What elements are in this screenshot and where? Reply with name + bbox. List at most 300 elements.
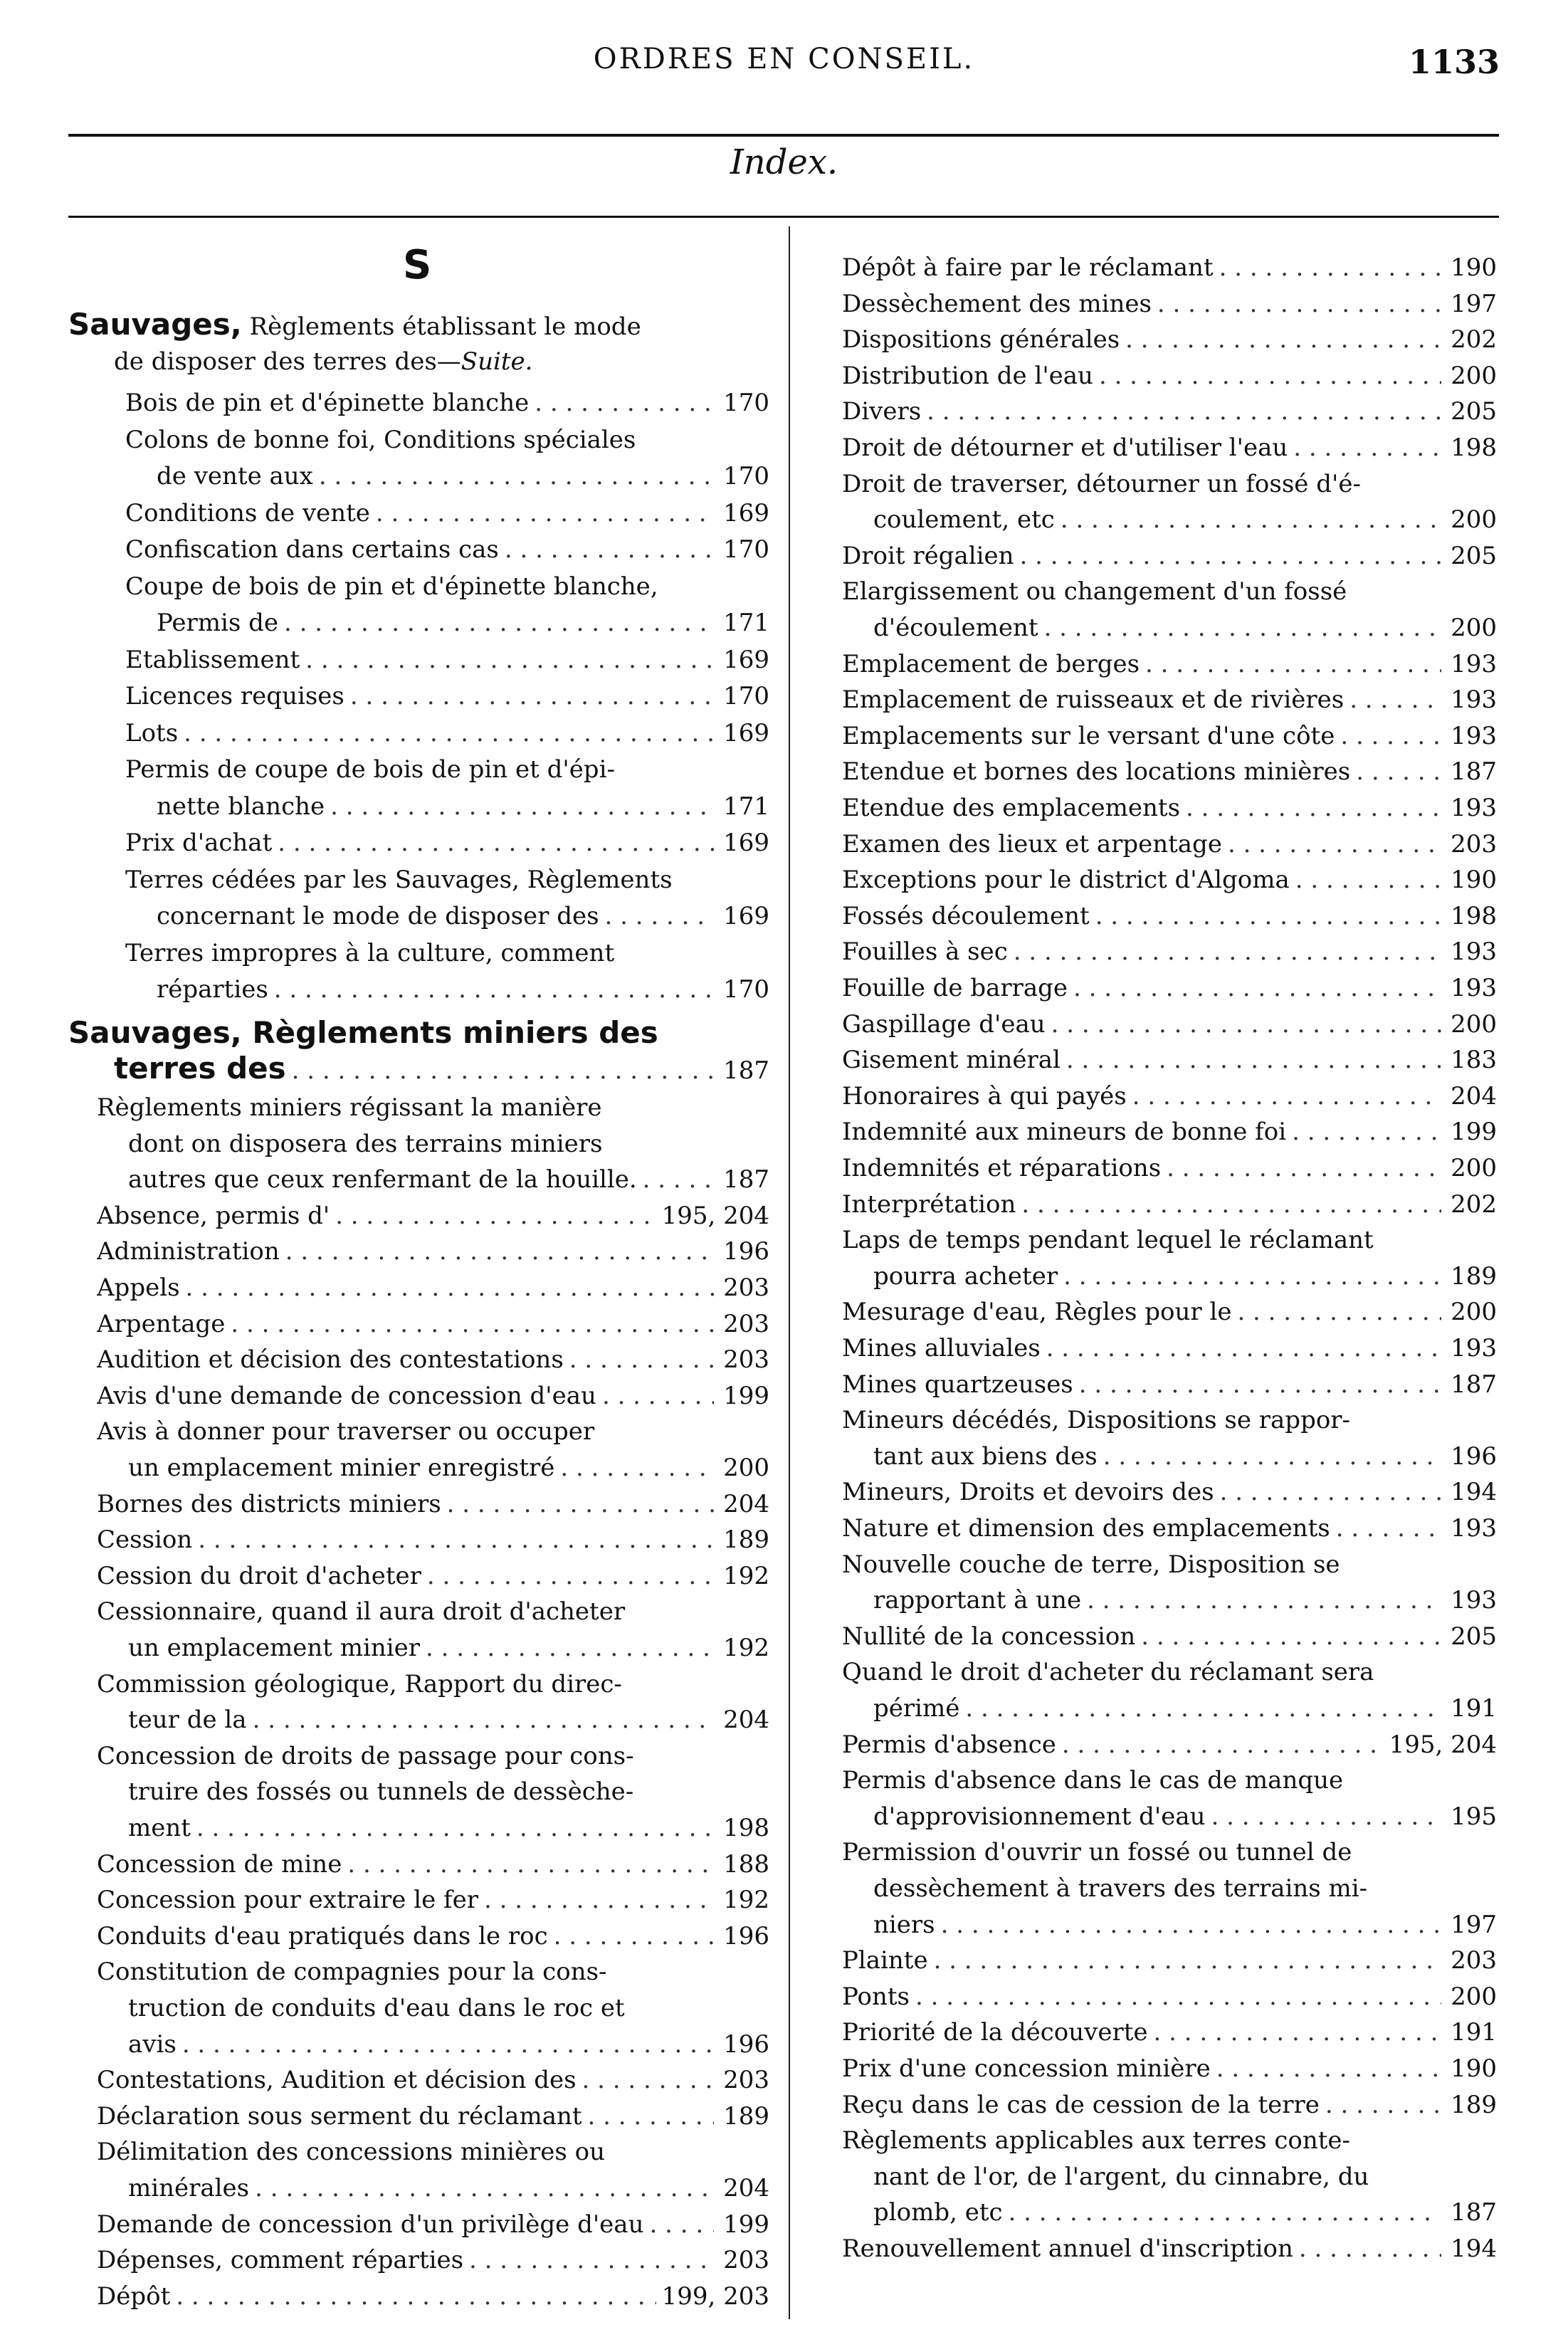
index-entry bbox=[842, 1510, 1497, 1547]
leader-dots bbox=[278, 824, 714, 861]
index-entry bbox=[97, 1197, 769, 1234]
index-entry bbox=[842, 1834, 1497, 1871]
entry-text: Concession de mine bbox=[97, 1849, 342, 1879]
entry-text: de vente aux bbox=[157, 462, 313, 490]
index-entry bbox=[842, 646, 1497, 683]
index-entry bbox=[97, 2098, 769, 2135]
index-entry bbox=[873, 2194, 1497, 2231]
entry-text: Gisement minéral bbox=[842, 1046, 1061, 1075]
leader-dots bbox=[582, 2062, 714, 2099]
leader-dots bbox=[1167, 1150, 1441, 1187]
index-entry bbox=[842, 1186, 1497, 1223]
leader-dots bbox=[1051, 1006, 1441, 1043]
entry-text: Quand le droit d'acheter du réclamant sera bbox=[842, 1658, 1374, 1687]
leader-dots bbox=[1295, 861, 1441, 898]
page-ref: 187 bbox=[1451, 2198, 1497, 2227]
leader-dots bbox=[196, 1810, 714, 1847]
page-ref: 195, 204 bbox=[661, 1201, 769, 1230]
page-ref: 193 bbox=[1451, 938, 1497, 967]
heading-rest: Règlements établissant le mode bbox=[249, 313, 641, 341]
index-entry bbox=[125, 384, 769, 421]
entry-text: ment bbox=[128, 1814, 191, 1842]
entry-text: Concession pour extraire le fer bbox=[97, 1886, 478, 1915]
index-entry bbox=[842, 1113, 1497, 1150]
index-entry bbox=[157, 898, 769, 935]
entry-text: Nature et dimension des emplacements bbox=[842, 1514, 1330, 1543]
leader-dots bbox=[1103, 1438, 1441, 1475]
entry-text: Priorité de la découverte bbox=[842, 2018, 1148, 2047]
entry-text: Permission d'ouvrir un fossé ou tunnel de bbox=[842, 1838, 1352, 1867]
entry-text: Constitution de compagnies pour la cons- bbox=[97, 1958, 607, 1987]
section-heading-sauvages bbox=[68, 306, 641, 343]
entry-text: Règlements miniers régissant la manière bbox=[97, 1093, 602, 1122]
index-entry bbox=[873, 1438, 1497, 1475]
leader-dots bbox=[255, 2170, 714, 2207]
leader-dots bbox=[1340, 718, 1441, 755]
index-entry bbox=[842, 1762, 1497, 1799]
leader-dots bbox=[1095, 898, 1441, 935]
entry-text: Droit de traverser, détourner un fossé d'é- bbox=[842, 469, 1361, 498]
leader-dots bbox=[253, 1701, 714, 1738]
leader-dots bbox=[965, 1690, 1441, 1727]
leader-dots bbox=[927, 393, 1441, 430]
entry-text: teur de la bbox=[128, 1706, 247, 1735]
index-entry bbox=[842, 1978, 1497, 2015]
page-ref: 204 bbox=[723, 1489, 769, 1518]
index-entry bbox=[97, 1953, 769, 1990]
index-entry bbox=[128, 1161, 769, 1198]
index-entry bbox=[97, 1918, 769, 1955]
leader-dots bbox=[335, 1197, 656, 1234]
heading-suite: Suite. bbox=[461, 347, 533, 376]
index-entry bbox=[842, 1402, 1497, 1439]
index-entry bbox=[157, 971, 769, 1008]
index-entry bbox=[842, 898, 1497, 935]
entry-text: Coupe de bois de pin et d'épinette blanche, bbox=[125, 572, 658, 601]
index-entry bbox=[842, 2050, 1497, 2087]
page-ref: 203 bbox=[723, 1273, 769, 1302]
entry-text: Exceptions pour le district d'Algoma bbox=[842, 866, 1290, 895]
index-entry bbox=[128, 2026, 769, 2063]
page-ref: 171 bbox=[723, 609, 769, 637]
page-ref: 195, 204 bbox=[1389, 1730, 1497, 1759]
heading-miniers-line2-row bbox=[114, 1050, 769, 1087]
leader-dots bbox=[305, 641, 714, 678]
index-entry bbox=[125, 641, 769, 678]
index-entry bbox=[97, 1881, 769, 1918]
page-ref: 202 bbox=[1451, 1189, 1497, 1219]
column-separator bbox=[789, 226, 790, 2319]
index-entry bbox=[873, 1258, 1497, 1295]
entry-text: pourra acheter bbox=[873, 1261, 1058, 1291]
entry-text: Dépôt à faire par le réclamant bbox=[842, 253, 1214, 282]
entry-text: Nouvelle couche de terre, Disposition se bbox=[842, 1550, 1340, 1579]
index-entry bbox=[842, 321, 1497, 358]
page-ref: 193 bbox=[1451, 721, 1497, 750]
entry-text: d'approvisionnement d'eau bbox=[873, 1802, 1206, 1831]
page-ref: 193 bbox=[1451, 974, 1497, 1002]
leader-dots bbox=[535, 384, 714, 421]
index-entry bbox=[128, 1449, 769, 1486]
index-entry bbox=[842, 357, 1497, 394]
entry-text: concernant le mode de disposer des bbox=[157, 902, 599, 930]
leader-dots bbox=[1154, 2014, 1442, 2051]
leader-dots bbox=[1021, 1186, 1441, 1223]
page-ref: 187 bbox=[1451, 757, 1497, 787]
index-entry bbox=[842, 681, 1497, 718]
index-entry bbox=[842, 933, 1497, 970]
page-ref: 193 bbox=[1451, 686, 1497, 715]
heading-bold: Sauvages, bbox=[68, 307, 242, 342]
entry-text: rapportant à une bbox=[873, 1586, 1082, 1615]
leader-dots bbox=[184, 715, 714, 752]
leader-dots bbox=[1079, 1366, 1441, 1403]
page-ref: 171 bbox=[723, 792, 769, 821]
entry-text: truire des fossés ou tunnels de dessèche- bbox=[128, 1777, 634, 1807]
leader-dots bbox=[1063, 1258, 1441, 1295]
leader-dots bbox=[469, 2242, 714, 2279]
entry-text: Audition et décision des contestations bbox=[97, 1345, 564, 1375]
page-ref: 193 bbox=[1451, 1586, 1497, 1615]
page-ref: 195 bbox=[1451, 1802, 1497, 1831]
leader-dots bbox=[427, 1558, 714, 1595]
page-ref: 198 bbox=[1451, 434, 1497, 462]
index-entry bbox=[842, 1366, 1497, 1403]
entry-text: Concession de droits de passage pour cons- bbox=[97, 1741, 634, 1770]
leader-dots bbox=[285, 1233, 714, 1270]
leader-dots bbox=[447, 1486, 714, 1523]
entry-text: nant de l'or, de l'argent, du cinnabre, du bbox=[873, 2162, 1369, 2191]
entry-text: Etablissement bbox=[125, 645, 300, 674]
entry-text: niers bbox=[873, 1910, 935, 1939]
index-entry bbox=[125, 935, 769, 972]
index-entry bbox=[97, 2133, 769, 2170]
page-ref: 170 bbox=[723, 535, 769, 564]
page-ref: 170 bbox=[723, 682, 769, 710]
entry-text: dont on disposera des terrains miniers bbox=[128, 1129, 603, 1158]
entry-text: nette blanche bbox=[157, 792, 325, 821]
entry-text: Mines quartzeuses bbox=[842, 1370, 1073, 1399]
header-rule bbox=[68, 134, 1499, 137]
entry-text: Conduits d'eau pratiqués dans le roc bbox=[97, 1921, 548, 1950]
leader-dots bbox=[1157, 285, 1441, 322]
page-ref: 169 bbox=[723, 718, 769, 747]
page-ref: 196 bbox=[723, 2029, 769, 2059]
entry-text: Commission géologique, Rapport du direc- bbox=[97, 1669, 622, 1698]
entry-text: Mines alluviales bbox=[842, 1334, 1041, 1362]
entry-text: dessèchement à travers des terrains mi- bbox=[873, 1874, 1368, 1903]
leader-dots bbox=[941, 1906, 1441, 1943]
index-entry bbox=[97, 1846, 769, 1883]
leader-dots bbox=[284, 604, 714, 641]
leader-dots bbox=[426, 1629, 714, 1666]
entry-text: Plainte bbox=[842, 1946, 928, 1975]
leader-dots bbox=[186, 1269, 714, 1306]
page-ref: 193 bbox=[1451, 1334, 1497, 1362]
entry-text: Reçu dans le cas de cession de la terre bbox=[842, 2090, 1320, 2119]
leader-dots bbox=[1186, 789, 1441, 826]
entry-text: Règlements applicables aux terres conte- bbox=[842, 2126, 1351, 2155]
index-entry bbox=[125, 824, 769, 861]
index-entry bbox=[873, 1906, 1497, 1943]
page-ref: 193 bbox=[1451, 649, 1497, 678]
index-entry bbox=[842, 1293, 1497, 1330]
index-entry bbox=[842, 285, 1497, 322]
entry-text: Etendue et bornes des locations minières bbox=[842, 757, 1351, 787]
page-ref: 193 bbox=[1451, 1514, 1497, 1543]
entry-text: plomb, etc bbox=[873, 2198, 1003, 2227]
page-ref: 205 bbox=[1451, 397, 1497, 426]
entry-text: tant aux biens des bbox=[873, 1441, 1098, 1471]
entry-text: périmé bbox=[873, 1694, 960, 1723]
index-entry bbox=[842, 2230, 1497, 2267]
leader-dots bbox=[182, 2026, 714, 2063]
entry-text: Dépôt bbox=[97, 2281, 171, 2311]
leader-dots bbox=[554, 1918, 714, 1955]
index-entry bbox=[842, 537, 1497, 574]
entry-text: Dépenses, comment réparties bbox=[97, 2246, 464, 2275]
leader-dots bbox=[915, 1978, 1441, 2015]
section-letter: S bbox=[403, 242, 432, 288]
running-title: ORDRES EN CONSEIL. bbox=[593, 43, 975, 75]
entry-text: Elargissement ou changement d'un fossé bbox=[842, 577, 1347, 606]
entry-text: Mineurs décédés, Dispositions se rappor- bbox=[842, 1406, 1351, 1435]
entry-text: réparties bbox=[157, 975, 268, 1004]
index-entry bbox=[128, 1125, 769, 1162]
leader-dots bbox=[292, 1052, 714, 1087]
leader-dots bbox=[1073, 970, 1441, 1007]
entry-text: Fouille de barrage bbox=[842, 974, 1068, 1002]
page-ref: 190 bbox=[1451, 866, 1497, 895]
index-entry bbox=[842, 718, 1497, 755]
leader-dots bbox=[330, 788, 714, 825]
leader-dots bbox=[350, 678, 714, 715]
index-entry bbox=[842, 2086, 1497, 2123]
index-entry bbox=[842, 393, 1497, 430]
entry-text: Dessèchement des mines bbox=[842, 289, 1152, 318]
index-entry bbox=[97, 1233, 769, 1270]
page-ref: 196 bbox=[723, 1921, 769, 1950]
entry-text: Etendue des emplacements bbox=[842, 794, 1181, 822]
entry-text: minérales bbox=[128, 2174, 250, 2202]
index-entry bbox=[128, 1629, 769, 1666]
leader-dots bbox=[1125, 321, 1441, 358]
entry-text: Nullité de la concession bbox=[842, 1622, 1136, 1651]
entry-text: Licences requises bbox=[125, 682, 344, 710]
index-entry bbox=[97, 1413, 769, 1450]
leader-dots bbox=[1132, 1078, 1441, 1115]
index-entry bbox=[842, 429, 1497, 466]
leader-dots bbox=[1336, 1510, 1441, 1547]
leader-dots bbox=[1325, 2086, 1441, 2123]
entry-text: un emplacement minier enregistré bbox=[128, 1454, 555, 1482]
section-heading-continued bbox=[114, 343, 532, 380]
index-entry bbox=[842, 861, 1497, 898]
entry-text: Cessionnaire, quand il aura droit d'acheter bbox=[97, 1597, 626, 1627]
leader-dots bbox=[1349, 681, 1441, 718]
subtitle-rule bbox=[68, 216, 1499, 218]
page-ref: 204 bbox=[1451, 1081, 1497, 1110]
index-entry bbox=[97, 2242, 769, 2279]
page-ref: 169 bbox=[723, 902, 769, 930]
entry-text: Dispositions générales bbox=[842, 325, 1120, 355]
page-ref: 169 bbox=[723, 498, 769, 527]
index-entry bbox=[125, 495, 769, 532]
index-entry bbox=[97, 1269, 769, 1306]
index-entry bbox=[873, 1582, 1497, 1619]
index-entry bbox=[97, 2206, 769, 2243]
leader-dots bbox=[198, 1521, 714, 1558]
page-ref: 197 bbox=[1451, 1910, 1497, 1939]
leader-dots bbox=[1087, 1582, 1441, 1619]
page-ref: 204 bbox=[723, 1706, 769, 1735]
index-entry bbox=[842, 1546, 1497, 1583]
leader-dots bbox=[1216, 2050, 1441, 2087]
page-ref: 200 bbox=[1451, 1982, 1497, 2011]
leader-dots bbox=[1062, 1726, 1384, 1763]
entry-text: Prix d'achat bbox=[125, 829, 273, 857]
entry-text: Emplacement de berges bbox=[842, 649, 1140, 678]
leader-dots bbox=[376, 495, 714, 532]
entry-text: Cession bbox=[97, 1525, 193, 1555]
page-ref: 191 bbox=[1451, 1694, 1497, 1723]
index-entry bbox=[842, 1474, 1497, 1511]
page-ref: 198 bbox=[723, 1814, 769, 1842]
page-ref: 189 bbox=[723, 2101, 769, 2131]
entry-text: d'écoulement bbox=[873, 614, 1038, 642]
page-ref: 192 bbox=[723, 1634, 769, 1662]
entry-text: Bornes des districts miniers bbox=[97, 1489, 441, 1518]
entry-text: Cession du droit d'acheter bbox=[97, 1561, 421, 1590]
entry-text: Mineurs, Droits et devoirs des bbox=[842, 1478, 1214, 1507]
index-entry bbox=[873, 609, 1497, 646]
index-entry bbox=[97, 1341, 769, 1378]
index-entry bbox=[842, 1942, 1497, 1979]
entry-text: Bois de pin et d'épinette blanche bbox=[125, 389, 530, 417]
running-header bbox=[0, 43, 1568, 100]
leader-dots bbox=[1356, 753, 1441, 790]
entry-text: Indemnités et réparations bbox=[842, 1154, 1162, 1182]
entry-text: Délimitation des concessions minières ou bbox=[97, 2138, 605, 2167]
index-entry bbox=[128, 1810, 769, 1847]
page-ref: 200 bbox=[1451, 505, 1497, 535]
index-entry bbox=[842, 789, 1497, 826]
entry-text: Déclaration sous serment du réclamant bbox=[97, 2101, 582, 2131]
page-ref: 202 bbox=[1451, 325, 1497, 355]
index-entry bbox=[128, 1773, 769, 1810]
page-ref: 187 bbox=[723, 1165, 769, 1194]
page-ref: 189 bbox=[1451, 1261, 1497, 1291]
index-entry bbox=[873, 2158, 1497, 2195]
index-entry bbox=[157, 458, 769, 495]
entry-text: Avis à donner pour traverser ou occuper bbox=[97, 1417, 595, 1446]
page-ref: 205 bbox=[1451, 541, 1497, 570]
leader-dots bbox=[1299, 2230, 1441, 2267]
entry-text: Administration bbox=[97, 1237, 280, 1266]
page-ref: 189 bbox=[723, 1525, 769, 1555]
entry-text: Droit régalien bbox=[842, 541, 1014, 570]
page-ref: 191 bbox=[1451, 2018, 1497, 2047]
page-ref: 170 bbox=[723, 462, 769, 490]
page-ref: 199, 203 bbox=[661, 2281, 769, 2311]
page-ref: 169 bbox=[723, 645, 769, 674]
page-ref: 200 bbox=[1451, 1154, 1497, 1182]
leader-dots bbox=[588, 2098, 714, 2135]
index-entry bbox=[842, 1006, 1497, 1043]
entry-text: Gaspillage d'eau bbox=[842, 1009, 1046, 1039]
entry-text: Droit de détourner et d'utiliser l'eau bbox=[842, 434, 1288, 462]
page-ref: 199 bbox=[723, 1381, 769, 1410]
page-ref: 199 bbox=[1451, 1118, 1497, 1147]
leader-dots bbox=[1292, 1113, 1441, 1150]
leader-dots bbox=[1228, 826, 1441, 863]
page-ref: 192 bbox=[723, 1561, 769, 1590]
leader-dots bbox=[602, 1377, 714, 1414]
leader-dots bbox=[569, 1341, 714, 1378]
entry-text: Interprétation bbox=[842, 1189, 1016, 1219]
page-ref: 198 bbox=[1451, 901, 1497, 930]
page-ref: 169 bbox=[723, 829, 769, 857]
page-ref: 203 bbox=[723, 1309, 769, 1338]
page-ref: 200 bbox=[1451, 1298, 1497, 1327]
entry-text: Prix d'une concession minière bbox=[842, 2054, 1211, 2083]
page-ref: 205 bbox=[1451, 1622, 1497, 1651]
index-entry bbox=[842, 970, 1497, 1007]
index-entry bbox=[128, 2170, 769, 2207]
index-entry bbox=[842, 1150, 1497, 1187]
entry-text: Fouilles à sec bbox=[842, 938, 1008, 967]
entry-text: Distribution de l'eau bbox=[842, 361, 1093, 390]
leader-dots bbox=[1293, 429, 1441, 466]
index-entry bbox=[97, 1486, 769, 1523]
page-ref: 187 bbox=[723, 1056, 769, 1085]
page-ref: 203 bbox=[723, 1345, 769, 1375]
index-entry bbox=[97, 1377, 769, 1414]
index-entry bbox=[842, 1726, 1497, 1763]
leader-dots bbox=[1066, 1041, 1441, 1078]
index-entry bbox=[97, 2062, 769, 2099]
entry-text: truction de conduits d'eau dans le roc et bbox=[128, 1994, 625, 2022]
leader-dots bbox=[1061, 501, 1441, 538]
index-entry bbox=[125, 861, 769, 898]
entry-text: Absence, permis d' bbox=[97, 1201, 330, 1230]
leader-dots bbox=[1145, 646, 1441, 683]
leader-dots bbox=[319, 458, 714, 495]
index-entry bbox=[97, 1089, 769, 1126]
leader-dots bbox=[934, 1942, 1441, 1979]
page-ref: 199 bbox=[723, 2210, 769, 2239]
leader-dots bbox=[231, 1306, 714, 1343]
page-ref: 200 bbox=[1451, 361, 1497, 390]
page-ref: 194 bbox=[1451, 2234, 1497, 2263]
page-ref: 190 bbox=[1451, 2054, 1497, 2083]
index-entry bbox=[125, 751, 769, 788]
leader-dots bbox=[1014, 933, 1441, 970]
leader-dots bbox=[649, 2206, 714, 2243]
page-ref: 203 bbox=[1451, 829, 1497, 858]
page-ref: 183 bbox=[1451, 1046, 1497, 1075]
index-entry bbox=[842, 466, 1497, 503]
index-entry bbox=[125, 678, 769, 715]
index-entry bbox=[157, 604, 769, 641]
index-entry bbox=[873, 1870, 1497, 1907]
page-ref: 170 bbox=[723, 975, 769, 1004]
entry-text: Permis de coupe de bois de pin et d'épi- bbox=[125, 755, 615, 784]
entry-text: Indemnité aux mineurs de bonne foi bbox=[842, 1118, 1287, 1147]
entry-text: Permis d'absence bbox=[842, 1730, 1056, 1759]
entry-text: autres que ceux renfermant de la houille. bbox=[128, 1165, 637, 1194]
leader-dots bbox=[1220, 1474, 1441, 1511]
